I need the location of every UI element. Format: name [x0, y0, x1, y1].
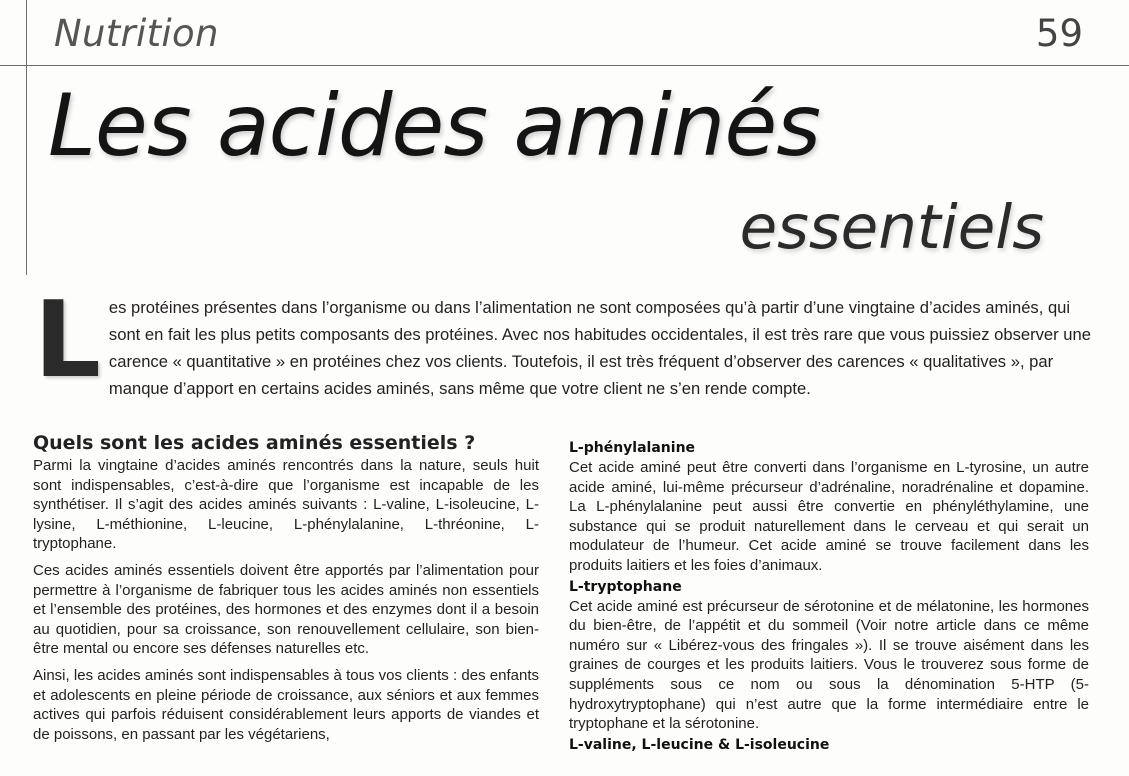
body-paragraph: Ainsi, les acides aminés sont indispensables à tous vos clients : des enfants et adolescents en pleine période de croissance, aux séniors et aux femmes actives qui parfois réduisent considérablement leurs apports de viandes et de poissons, en passant par les végétariens, — [33, 666, 539, 743]
intro-text: es protéines présentes dans l’organisme ou dans l’alimentation ne sont composées qu’à partir d’une vingtaine d’acides aminés, qui sont en fait les plus petits composants des protéines. Avec nos habitudes occidentales, il est très rare que vous puissiez observer une carence « quantitative » en protéines chez vos clients. Toutefois, il est très fréquent d’observer des carences « qualitatives », par manque d’apport en certains acides aminés, sans même que votre client ne s’en rende compte. — [108, 298, 1091, 398]
margin-rule — [26, 0, 27, 275]
subsection-heading-phenylalanine: L-phénylalanine — [569, 440, 696, 456]
left-column — [33, 432, 539, 751]
article-subtitle: essentiels — [739, 192, 1044, 263]
header-rule — [0, 65, 1129, 66]
section-heading: Quels sont les acides aminés essentiels ? — [33, 432, 476, 454]
subsection-heading-tryptophane: L-tryptophane — [569, 578, 682, 595]
article-title: Les acides aminés — [48, 76, 821, 176]
intro-paragraph — [30, 279, 1100, 402]
right-column — [569, 440, 1089, 755]
section-label: Nutrition — [54, 12, 219, 55]
body-paragraph: Ces acides aminés essentiels doivent être apportés par l’alimentation pour permettre à l’organisme de fabriquer tous les acides aminés non essentiels et l’ensemble des protéines, des hormones et des enzymes dont il a besoin au quotidien, pour sa croissance, son renouvellement cellulaire, son bien-être mental ou encore ses défenses naturelles etc. — [33, 561, 539, 658]
body-paragraph: Cet acide aminé est précurseur de sérotonine et de mélatonine, les hormones du bien-être, de l’appétit et du sommeil (Voir notre article dans ce même numéro sur « Libérez-vous des fringales »). Il se trouve aisément dans les graines de courges et les produits laitiers. Vous le trouverez sous forme de suppléments sous ce nom ou sous la dénomination 5-HTP (5-hydroxytryptophane) qui n’est autre que la forme intermédiaire entre le tryptophane et la sérotonine. — [569, 597, 1089, 733]
drop-cap: L — [34, 279, 101, 401]
body-paragraph: Parmi la vingtaine d’acides aminés rencontrés dans la nature, seuls huit sont indispensables, c’est-à-dire que l’organisme est incapable de les synthétiser. Il s’agit des acides aminés suivants : L-valine, L-isoleucine, L-lysine, L-méthionine, L-leucine, L-phénylalanine, L-thréonine, L-tryptophane. — [33, 457, 539, 553]
subsection-heading-valine-leucine-isoleucine: L-valine, L-leucine & L-isoleucine — [569, 736, 830, 753]
page-number: 59 — [1035, 12, 1083, 55]
body-paragraph: Cet acide aminé peut être converti dans l’organisme en L-tyrosine, un autre acide aminé, lui-même précurseur d’adrénaline, noradrénaline et dopamine. La L-phénylalanine peut aussi être convertie en phényléthylamine, une substance qui se produit naturellement dans le cerveau et qui serait un modulateur de l’humeur. Cet acide aminé se trouve facilement dans les produits laitiers et les foies d’animaux. — [569, 459, 1089, 574]
